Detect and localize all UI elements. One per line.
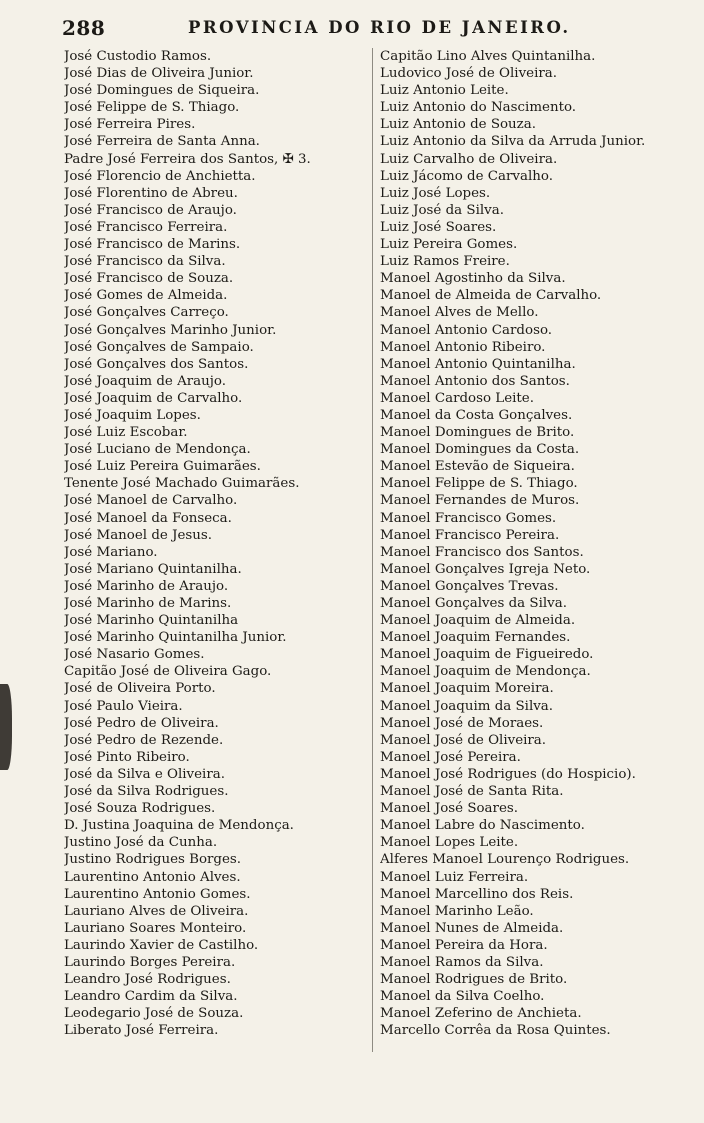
list-item: Manoel José de Santa Rita. (380, 784, 564, 800)
list-item: Marcello Corrêa da Rosa Quintes. (380, 1023, 611, 1039)
list-item: Manoel Antonio Ribeiro. (380, 339, 546, 355)
list-item: Manoel José Soares. (380, 801, 518, 817)
list-item: Manoel Lopes Leite. (380, 835, 519, 851)
list-item: José Luciano de Mendonça. (64, 442, 251, 458)
list-item: Manoel Pereira da Hora. (380, 937, 548, 953)
list-item: José Gonçalves Marinho Junior. (64, 322, 277, 338)
list-item: Laurentino Antonio Alves. (64, 869, 241, 885)
list-item: Alferes Manoel Lourenço Rodrigues. (380, 852, 630, 868)
list-item: José Joaquim de Carvalho. (64, 390, 243, 406)
list-item: José Gonçalves Carreço. (64, 305, 229, 321)
list-item: Capitão José de Oliveira Gago. (64, 664, 272, 680)
list-item: José da Silva e Oliveira. (64, 766, 225, 782)
list-item: Capitão Lino Alves Quintanilha. (380, 49, 596, 64)
list-item: José Gonçalves de Sampaio. (64, 339, 254, 355)
binding-mark (0, 684, 12, 770)
list-item: Manoel da Costa Gonçalves. (380, 407, 573, 423)
list-item: José Francisco de Souza. (64, 271, 234, 287)
list-item: Luiz José da Silva. (380, 202, 504, 218)
list-item: José Florentino de Abreu. (64, 185, 238, 201)
list-item: Manoel Luiz Ferreira. (380, 869, 529, 885)
list-item: Luiz José Lopes. (380, 185, 491, 201)
list-item: José Manoel de Jesus. (64, 527, 212, 543)
list-item: Manoel Joaquim da Silva. (380, 698, 554, 714)
list-item: Manoel de Almeida de Carvalho. (380, 288, 602, 304)
list-item: Lauriano Alves de Oliveira. (64, 903, 249, 919)
list-item: José Joaquim de Araujo. (64, 373, 226, 389)
list-item: José Marinho de Araujo. (64, 578, 229, 594)
list-item: Justino Rodrigues Borges. (64, 852, 242, 868)
list-item: José de Oliveira Porto. (64, 681, 216, 697)
left-column-list (64, 48, 366, 1039)
list-item: Leandro José Rodrigues. (64, 972, 231, 988)
list-item: José Custodio Ramos. (64, 49, 212, 64)
list-item: Manoel José de Oliveira. (380, 732, 547, 748)
list-item: Laurentino Antonio Gomes. (64, 886, 251, 902)
list-item: Manoel Francisco dos Santos. (380, 544, 584, 560)
list-item: Manoel Francisco Gomes. (380, 510, 557, 526)
list-item: José Pedro de Oliveira. (64, 715, 219, 731)
list-item: Manoel Joaquim Moreira. (380, 681, 554, 697)
list-item: Leodegario José de Souza. (64, 1006, 244, 1022)
list-item: Manoel Antonio Quintanilha. (380, 356, 576, 372)
list-item: Manoel Antonio Cardoso. (380, 322, 553, 338)
list-item: José Domingues de Siqueira. (64, 83, 260, 99)
list-item: Manoel Alves de Mello. (380, 305, 539, 321)
list-item: Manoel Nunes de Almeida. (380, 920, 564, 936)
list-item: José Joaquim Lopes. (64, 407, 201, 423)
list-item: Manoel Joaquim de Mendonça. (380, 664, 591, 680)
list-item: Manoel Francisco Pereira. (380, 527, 560, 543)
list-item: José Nasario Gomes. (64, 647, 205, 663)
list-item: Manoel Labre do Nascimento. (380, 818, 585, 834)
list-item: Manoel Domingues de Brito. (380, 425, 575, 441)
list-item: Manoel Rodrigues de Brito. (380, 972, 568, 988)
list-item: Manoel Joaquim de Figueiredo. (380, 647, 594, 663)
list-item: Manoel Domingues da Costa. (380, 442, 580, 458)
list-item: Manoel Estevão de Siqueira. (380, 459, 575, 475)
list-item: José Marinho de Marins. (64, 596, 232, 611)
list-item: Manoel Zeferino de Anchieta. (380, 1006, 582, 1022)
list-item: Manoel Antonio dos Santos. (380, 373, 570, 389)
list-item: José Francisco da Silva. (64, 254, 226, 270)
list-item: Manoel da Silva Coelho. (380, 989, 545, 1005)
list-item: Manoel Gonçalves Igreja Neto. (380, 561, 591, 577)
list-item: Manoel José Rodrigues (do Hospicio). (380, 766, 636, 782)
list-item: Manoel Fernandes de Muros. (380, 493, 580, 509)
list-item: Manoel Gonçalves Trevas. (380, 578, 559, 594)
list-item: José Souza Rodrigues. (64, 801, 216, 817)
list-item: José Mariano Quintanilha. (64, 561, 242, 577)
list-item: José Francisco de Marins. (64, 237, 241, 253)
list-item: José Francisco de Araujo. (64, 202, 237, 218)
list-item: José Luiz Escobar. (64, 425, 188, 441)
list-item: Manoel Joaquim de Almeida. (380, 613, 576, 629)
list-item: Manoel Felippe de S. Thiago. (380, 476, 578, 492)
list-item: Liberato José Ferreira. (64, 1023, 219, 1039)
list-item: José Paulo Vieira. (64, 698, 183, 714)
list-item: Manoel Marcellino dos Reis. (380, 886, 574, 902)
page-title: PROVINCIA DO RIO DE JANEIRO. (188, 18, 571, 37)
list-item: Manoel Ramos da Silva. (380, 954, 544, 970)
list-item: Luiz Pereira Gomes. (380, 237, 518, 253)
list-item: José Luiz Pereira Guimarães. (64, 459, 261, 475)
list-item: Laurindo Borges Pereira. (64, 954, 236, 970)
list-item: José da Silva Rodrigues. (64, 784, 229, 800)
list-item: Manoel Cardoso Leite. (380, 390, 534, 406)
list-item: José Gonçalves dos Santos. (64, 356, 249, 372)
list-item: Luiz Jácomo de Carvalho. (380, 168, 553, 184)
list-item: José Dias de Oliveira Junior. (64, 66, 254, 82)
list-item: José Ferreira de Santa Anna. (64, 134, 260, 150)
list-item: Luiz Antonio de Souza. (380, 117, 536, 133)
list-item: Luiz Antonio Leite. (380, 83, 509, 99)
page-number: 288 (62, 16, 106, 40)
list-item: José Pinto Ribeiro. (64, 749, 190, 765)
list-item: Tenente José Machado Guimarães. (64, 476, 300, 492)
list-item: José Manoel de Carvalho. (64, 493, 238, 509)
list-item: Justino José da Cunha. (64, 835, 218, 851)
list-item: Manoel Gonçalves da Silva. (380, 596, 567, 611)
list-item: José Mariano. (64, 544, 158, 560)
list-item: José Marinho Quintanilha Junior. (64, 630, 287, 646)
list-item: Manoel Marinho Leão. (380, 903, 534, 919)
list-item: José Marinho Quintanilha (64, 613, 239, 629)
list-item: Luiz Carvalho de Oliveira. (380, 151, 558, 167)
list-item: Padre José Ferreira dos Santos, ✠ 3. (64, 151, 311, 167)
list-item: José Ferreira Pires. (64, 117, 196, 133)
list-item: José Francisco Ferreira. (64, 219, 228, 235)
list-item: José Felippe de S. Thiago. (64, 100, 240, 116)
list-item: Luiz Antonio da Silva da Arruda Junior. (380, 134, 646, 150)
list-item: Manoel Joaquim Fernandes. (380, 630, 571, 646)
page-header (62, 14, 662, 44)
list-item: Manoel José Pereira. (380, 749, 521, 765)
list-item: Manoel Agostinho da Silva. (380, 271, 566, 287)
list-item: Lauriano Soares Monteiro. (64, 920, 247, 936)
list-item: José Pedro de Rezende. (64, 732, 224, 748)
right-column-list (380, 48, 666, 1039)
list-item: Ludovico José de Oliveira. (380, 66, 558, 82)
list-item: José Gomes de Almeida. (64, 288, 228, 304)
list-item: Luiz José Soares. (380, 219, 497, 235)
list-item: José Manoel da Fonseca. (64, 510, 232, 526)
list-item: Laurindo Xavier de Castilho. (64, 937, 259, 953)
list-item: José Florencio de Anchietta. (64, 168, 256, 184)
list-item: D. Justina Joaquina de Mendonça. (64, 818, 294, 834)
list-item: Leandro Cardim da Silva. (64, 989, 238, 1005)
column-divider (372, 48, 373, 1052)
list-item: Luiz Antonio do Nascimento. (380, 100, 577, 116)
list-item: Manoel José de Moraes. (380, 715, 544, 731)
list-item: Luiz Ramos Freire. (380, 254, 510, 270)
